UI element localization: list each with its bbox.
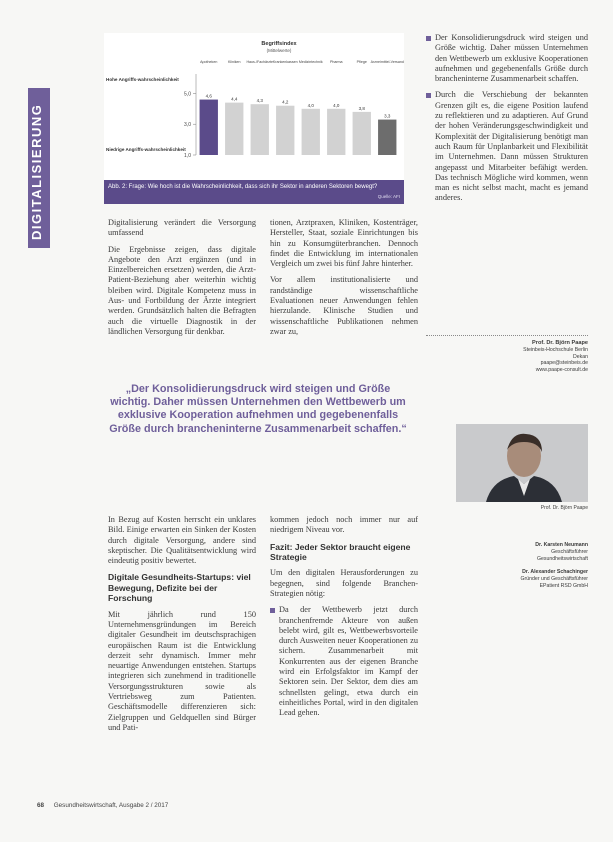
y-tick-label: 1,0 bbox=[184, 153, 191, 159]
author-name: Dr. Alexander Schachinger bbox=[522, 569, 588, 576]
category-label: Krankenkassen bbox=[272, 60, 298, 64]
bar-value-label: 4,4 bbox=[231, 96, 238, 102]
publication-title: Gesundheitswirtschaft, Ausgabe 2 / 2017 bbox=[53, 802, 169, 809]
author-line: Dekan bbox=[573, 353, 588, 360]
bar bbox=[276, 106, 294, 155]
bullet-item: Da der Wettbewerb jetzt durch branchenfremde Akteure von außen belebt wird, gilt es, Wettbewerbsvorteile durch Ausweiten neuer Kooperationen zu sichern. Zusammenarbeit mit Konkurrenten aus der eigenen Branche wird ein Erfolgsfaktor im Kampf der Sektoren sein. Der Sektor, dem dies am schnellsten gelingt, etwa durch ein einheitliches Portal, wird in den digitalen Lead gehen. bbox=[270, 605, 418, 718]
bullet-item: Durch die Verschiebung der bekannten Grenzen gilt es, die eigene Position laufend zu reflektieren und zu adaptieren. Auf Grund der hohen Veränderungsgeschwindigkeit und Komplexität der Digitalisierung benötigt man auch Raum für Unplanbarkeit und Flexibilität im Unternehmen. Dann müssen Strukturen angepasst und Mitarbeiter befähigt werden. Das technisch Mögliche wird kommen, wenn man es nicht selbst macht, macht es jemand anderes. bbox=[426, 90, 588, 203]
paragraph: Vor allem institutionalisierte und randständige wissenschaftliche Evaluationen neuer Anwendungen fehlen hierzulande. Klinische Studien und wissenschaftliche Publikationen nehmen zwar zu, bbox=[270, 275, 418, 336]
photo-caption: Prof. Dr. Björn Paape bbox=[540, 505, 588, 511]
chart-subtitle: (Mittelwerte) bbox=[266, 48, 292, 53]
author-signatures bbox=[456, 542, 588, 590]
bar-value-label: 4,2 bbox=[282, 99, 289, 105]
section-heading: Digitale Gesundheits-Startups: viel Bewegung, Defizite bei der Forschung bbox=[108, 572, 251, 604]
chart-svg bbox=[104, 33, 404, 203]
bar-value-label: 4,0 bbox=[333, 102, 340, 108]
category-label: Arzneimittel-Versand bbox=[370, 60, 404, 64]
label-low: Niedrige Angriffs-wahrscheinlichkeit bbox=[106, 147, 186, 152]
label-high: Hohe Angriffs-wahrscheinlichkeit bbox=[106, 77, 179, 82]
bar bbox=[353, 112, 371, 155]
bar-value-label: 3,3 bbox=[384, 113, 391, 119]
divider bbox=[426, 335, 588, 336]
page-footer bbox=[37, 802, 287, 809]
category-label: Pflege bbox=[356, 60, 367, 64]
author-line: Gesundheitswirtschaft bbox=[536, 555, 588, 562]
author-line: Gründer und Geschäftsführer bbox=[520, 575, 588, 582]
y-tick-label: 5,0 bbox=[184, 91, 191, 98]
section-heading: Fazit: Jeder Sektor braucht eigene Strategie bbox=[270, 541, 411, 562]
page-number: 68 bbox=[37, 802, 45, 809]
paragraph: Mit jährlich rund 150 Unternehmensgründungen im Bereich digitaler Gesundheit im deutschsprachigen europäischen Raum ist die Entwicklung derzeit sehr dynamisch. Immer mehr neuartige Anwendungen entstehen. Startups integrieren sich zunehmend in traditionelle Versorgungsstrukturen sowie als Vertriebsweg zum Patienten. Geschäftsmodelle differenzieren sich: Zielgruppen und Geldquellen sind Bürger und Pati- bbox=[108, 609, 256, 732]
column-left bbox=[108, 218, 256, 343]
author-signature bbox=[426, 340, 588, 374]
bar bbox=[327, 109, 345, 155]
caption-source: Quelle: AFI bbox=[377, 194, 400, 199]
column-middle bbox=[270, 218, 418, 343]
column-bottom-left bbox=[108, 515, 256, 739]
chart-title: Begriffsindex bbox=[261, 41, 297, 47]
author-name: Dr. Karsten Neumann bbox=[535, 542, 588, 548]
author-line: Steinbeis-Hochschule Berlin bbox=[523, 346, 588, 353]
author-line: Geschäftsführer bbox=[551, 548, 588, 555]
bar-value-label: 3,8 bbox=[358, 105, 365, 111]
paragraph: Die Ergebnisse zeigen, dass digitale Angebote den Arzt ergänzen (und in Einzelbereichen ersetzen) werden, die Arzt-Patient-Beziehung aber weiterhin wichtig bleiben wird. Digitale Kompetenz muss in Aus- und Fortbildung der Ärzte integriert werden. Grundsätzlich halten die Befragten auch die virtuelle Diagnostik in der ländlichen Versorgung für denkbar. bbox=[108, 244, 256, 336]
bar-chart bbox=[104, 33, 404, 203]
category-label: Haus-/Fachärzte bbox=[246, 60, 274, 64]
category-label: Apotheken bbox=[200, 60, 218, 64]
paragraph: kommen jedoch noch immer nur auf niedrigem Niveau vor. bbox=[270, 515, 418, 535]
bar-value-label: 4,6 bbox=[205, 93, 212, 99]
author-name: Prof. Dr. Björn Paape bbox=[532, 340, 588, 346]
figure-caption bbox=[104, 180, 404, 204]
column-bottom-middle bbox=[270, 515, 418, 725]
category-label: Pharma bbox=[329, 60, 343, 64]
author-line: www.paape-consult.de bbox=[535, 367, 588, 374]
caption-text: Abb. 2: Frage: Wie hoch ist die Wahrscheinlichkeit, dass sich ihr Sektor in anderen Sektoren bewegt? bbox=[108, 184, 378, 190]
author-photo bbox=[456, 424, 588, 502]
paragraph: In Bezug auf Kosten herrscht ein unklares Bild. Einige erwarten ein Sinken der Kosten durch digitale Versorgung, andere sind skeptischer. Die Qualitätsentwicklung wird eindeutig positiv bewertet. bbox=[108, 515, 256, 566]
bar bbox=[200, 100, 218, 155]
column-right bbox=[426, 33, 588, 210]
bar bbox=[378, 120, 396, 155]
paragraph: tionen, Arztpraxen, Kliniken, Kostenträger, Hersteller, Staat, soziale Einrichtungen bis hin zu Konsumgüterbranchen. Dennoch findet die Entwicklung im internationalen Vergleich um zwei bis fünf Jahre hinterher. bbox=[270, 218, 418, 269]
paragraph: Um den digitalen Herausforderungen zu begegnen, sind folgende Branchen-Strategien nötig: bbox=[270, 568, 418, 598]
bullet-item: Der Konsolidierungsdruck wird steigen und Größe wichtig. Daher müssen Unternehmen den Wettbewerb um exklusive Kooperationen aufnehmen und gegebenenfalls Größe durch brancheninterne Zusammenarbeit schaffen. bbox=[426, 33, 588, 84]
bar bbox=[225, 103, 243, 155]
portrait-icon bbox=[456, 424, 588, 502]
category-label: Medizintechnik bbox=[298, 60, 323, 64]
y-tick-label: 3,0 bbox=[184, 122, 191, 129]
bar-value-label: 4,3 bbox=[256, 98, 263, 104]
paragraph: Digitalisierung verändert die Versorgung umfassend bbox=[108, 218, 256, 238]
author-line: paape@steinbeis.de bbox=[540, 360, 588, 367]
category-label: Kliniken bbox=[227, 60, 241, 64]
pull-quote: „Der Konsolidierungsdruck wird steigen und Größe wichtig. Daher müssen Unternehmen den Wettbewerb um exklusive Kooperation aufnehmen und gegebenenfalls Größe durch brancheninterne Zusammenarbeit schaffen.“ bbox=[109, 383, 407, 435]
bar bbox=[251, 104, 269, 155]
author-line: EPatient RSD GmbH bbox=[539, 582, 588, 589]
bar-value-label: 4,0 bbox=[307, 102, 314, 108]
section-title: DIGITALISIERUNG bbox=[29, 103, 44, 240]
bar bbox=[302, 109, 320, 155]
